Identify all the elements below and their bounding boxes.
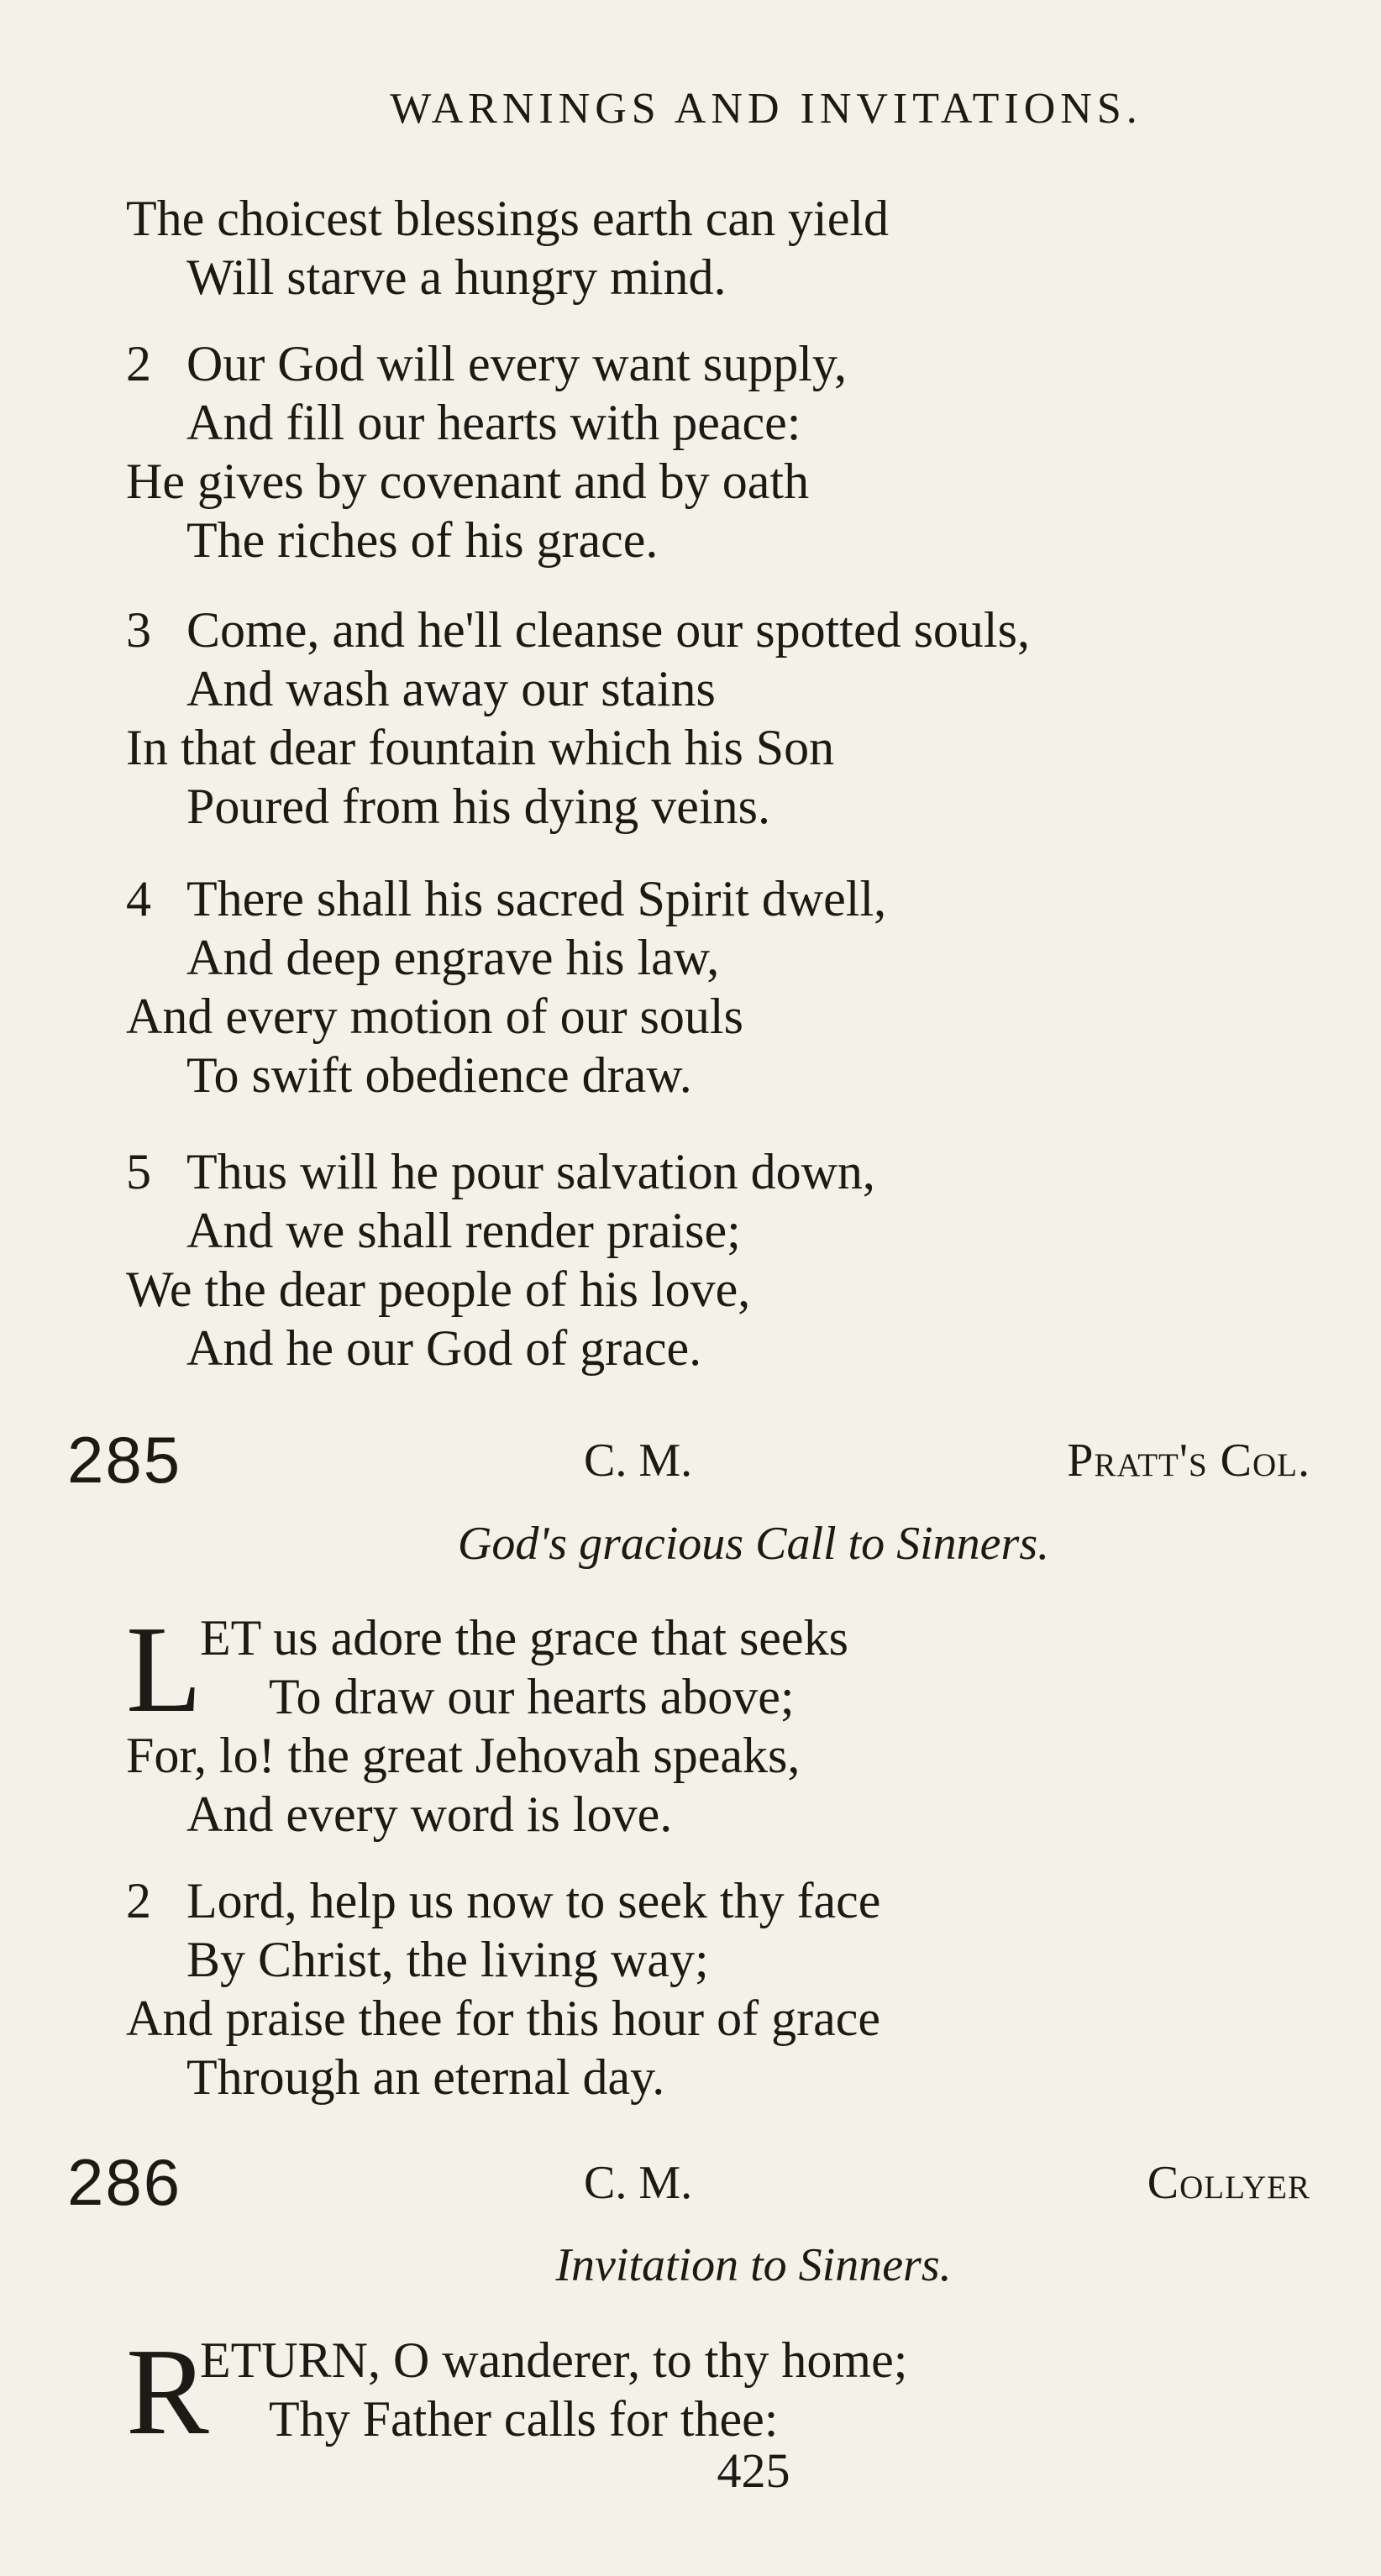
stanza-number: 2 — [126, 1873, 151, 1928]
verse-line: And wash away our stains — [186, 661, 716, 716]
stanza-number: 5 — [126, 1144, 151, 1199]
hymn-source: Collyer — [1147, 2157, 1310, 2209]
page-number: 425 — [717, 2443, 790, 2498]
verse-line: For, lo! the great Jehovah speaks, — [126, 1728, 801, 1783]
hymn-286-heading — [67, 2144, 1310, 2220]
verse-line: Will starve a hungry mind. — [186, 249, 727, 305]
verse-line: We the dear people of his love, — [126, 1262, 751, 1317]
verse-line: And praise thee for this hour of grace — [126, 1991, 881, 2046]
verse-line: The riches of his grace. — [186, 512, 659, 568]
stanza-284-3 — [126, 601, 1344, 836]
stanza-284-1-continued — [126, 189, 1344, 307]
stanza-number: 4 — [126, 871, 151, 926]
verse-line: To draw our hearts above; — [269, 1669, 795, 1724]
verse-line: Thy Father calls for thee: — [269, 2391, 779, 2447]
verse-line: Our God will every want supply, — [186, 336, 847, 391]
running-header: WARNINGS AND INVITATIONS. — [390, 85, 1142, 133]
hymn-286-title: Invitation to Sinners. — [555, 2239, 952, 2291]
stanza-number: 2 — [126, 336, 151, 391]
hymn-source: Pratt's Col. — [1067, 1435, 1310, 1487]
verse-line: By Christ, the living way; — [186, 1932, 709, 1987]
verse-line: Thus will he pour salvation down, — [186, 1144, 875, 1199]
stanza-285-2 — [126, 1871, 1344, 2106]
hymn-meter: C. M. — [584, 1435, 693, 1487]
verse-line: Lord, help us now to seek thy face — [186, 1873, 881, 1928]
stanza-284-2 — [126, 334, 1344, 569]
stanza-number: 3 — [126, 602, 151, 658]
stanza-285-1 — [126, 1601, 1344, 1844]
verse-line: And every motion of our souls — [126, 989, 743, 1044]
hymn-285-title: God's gracious Call to Sinners. — [457, 1518, 1050, 1570]
drop-cap: R — [126, 2323, 209, 2461]
hymn-number: 286 — [67, 2145, 182, 2219]
verse-line: And deep engrave his law, — [186, 930, 720, 985]
hymn-285-heading — [67, 1422, 1310, 1498]
verse-line: And we shall render praise; — [186, 1203, 741, 1258]
verse-line: Through an eternal day. — [186, 2049, 665, 2105]
verse-line: The choicest blessings earth can yield — [126, 191, 890, 246]
hymn-meter: C. M. — [584, 2157, 693, 2209]
stanza-286-1 — [126, 2323, 1344, 2461]
verse-line: And every word is love. — [186, 1786, 673, 1842]
verse-line: In that dear fountain which his Son — [126, 720, 835, 775]
stanza-284-4 — [126, 869, 1344, 1104]
hymn-number: 285 — [67, 1423, 182, 1497]
verse-line: Poured from his dying veins. — [186, 779, 770, 834]
stanza-284-5 — [126, 1142, 1344, 1377]
verse-line: And fill our hearts with peace: — [186, 395, 801, 450]
drop-cap: L — [126, 1601, 202, 1739]
verse-line: And he our God of grace. — [186, 1320, 702, 1376]
verse-line: Come, and he'll cleanse our spotted souls, — [186, 602, 1030, 658]
verse-line: To swift obedience draw. — [186, 1047, 692, 1103]
verse-line: There shall his sacred Spirit dwell, — [186, 871, 887, 926]
verse-line: ET us adore the grace that seeks — [200, 1610, 848, 1666]
verse-line: He gives by covenant and by oath — [126, 454, 810, 509]
verse-line: ETURN, O wanderer, to thy home; — [200, 2332, 908, 2388]
